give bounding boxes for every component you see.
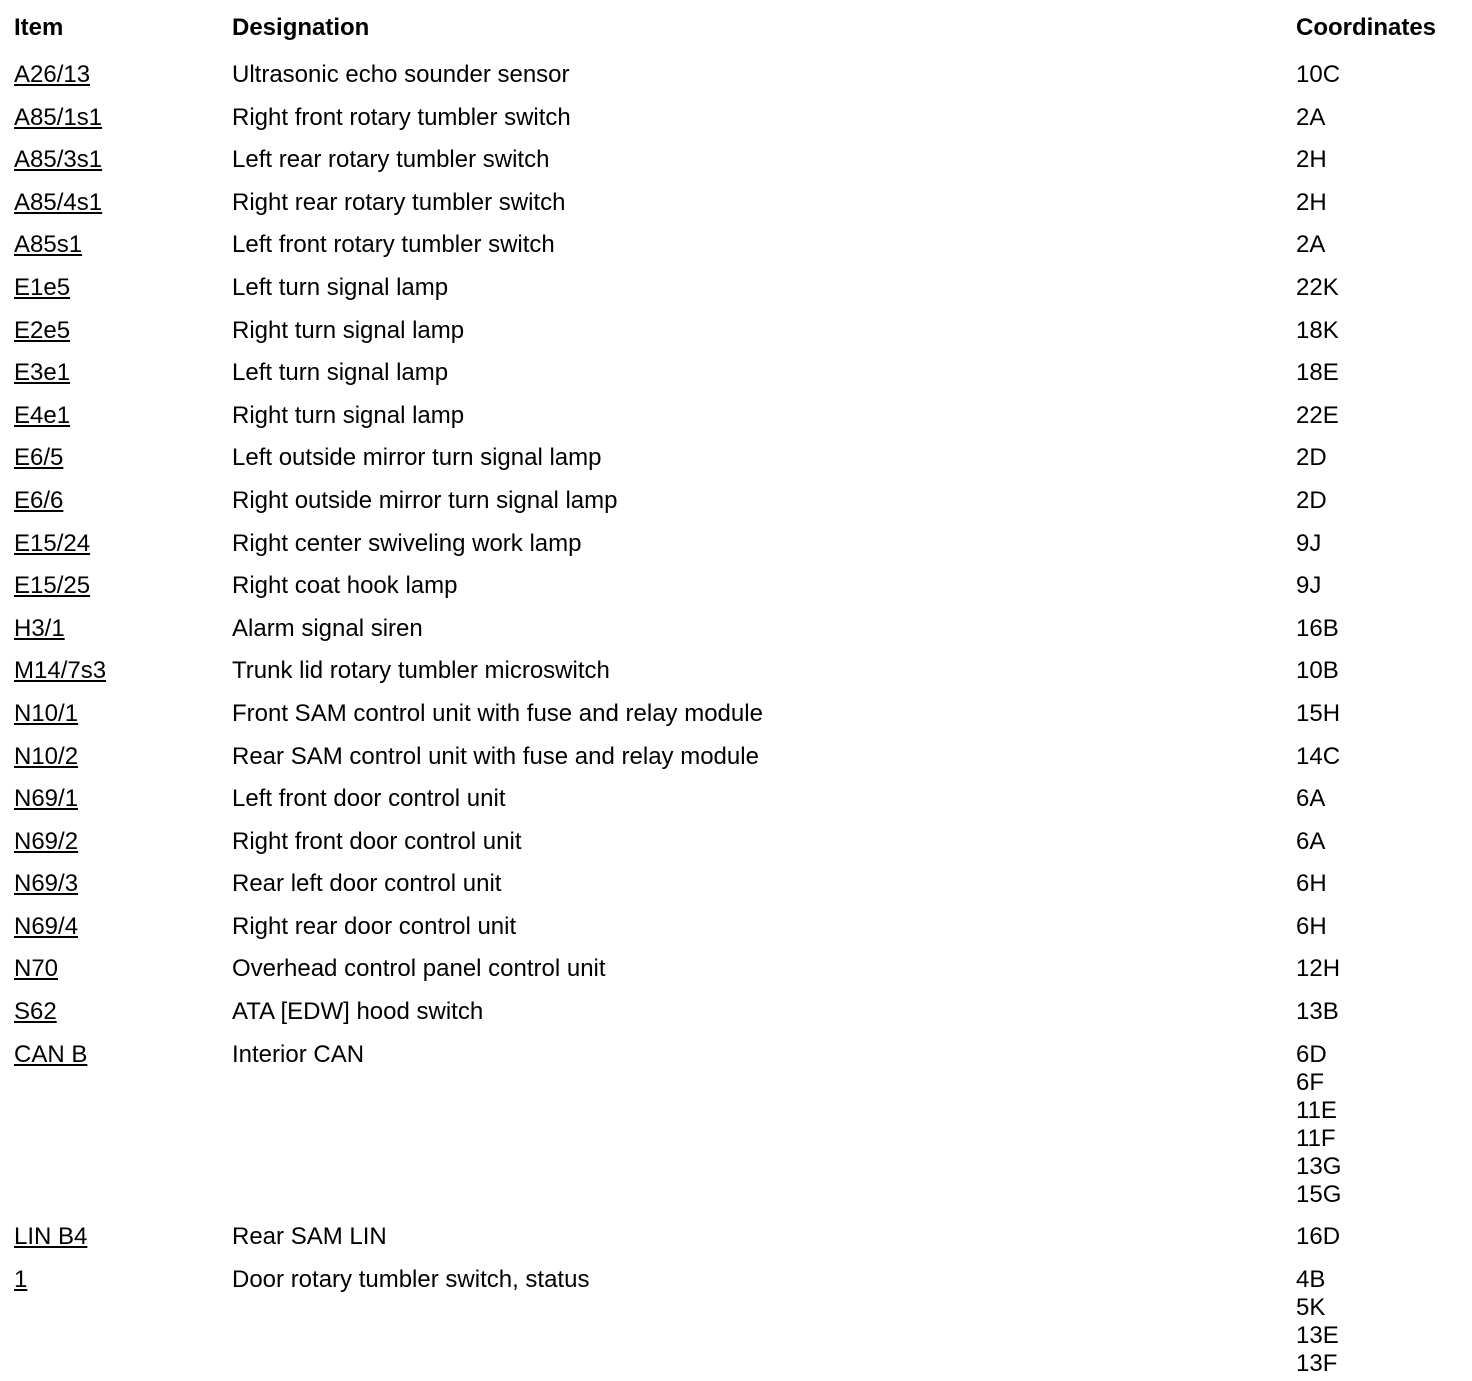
- coordinates-cell: [1296, 146, 1327, 174]
- coordinates-cell: [1296, 274, 1339, 302]
- coordinate-value: 11F: [1296, 1124, 1336, 1152]
- coordinate-value: 22E: [1296, 401, 1339, 429]
- table-row: [0, 306, 1472, 349]
- table-row: [0, 1030, 1472, 1213]
- designation-text: Left outside mirror turn signal lamp: [232, 444, 602, 472]
- coordinate-value: 18E: [1296, 359, 1339, 387]
- coordinate-value: 5K: [1296, 1293, 1326, 1321]
- item-link[interactable]: 1: [14, 1265, 28, 1293]
- table-row: [0, 859, 1472, 902]
- table-row: [0, 519, 1472, 562]
- coordinate-value: 6D: [1296, 1040, 1327, 1068]
- coordinate-value: 13F: [1296, 1349, 1338, 1377]
- designation-text: Ultrasonic echo sounder sensor: [232, 61, 570, 88]
- coordinates-cell: [1296, 615, 1339, 643]
- coordinates-cell: [1296, 743, 1340, 771]
- designation-text: Left front rotary tumbler switch: [232, 231, 555, 259]
- designation-text: Right turn signal lamp: [232, 316, 465, 344]
- coordinates-cell: [1296, 231, 1325, 259]
- designation-text: Right turn signal lamp: [232, 401, 465, 429]
- designation-text: Right center swiveling work lamp: [232, 529, 582, 557]
- designation-text: Right front door control unit: [232, 827, 522, 855]
- coordinates-cell: [1296, 189, 1327, 217]
- coordinates-cell: [1296, 104, 1325, 132]
- item-link[interactable]: LIN B4: [14, 1223, 88, 1251]
- coordinate-value: 14C: [1296, 742, 1341, 770]
- item-link[interactable]: E15/24: [14, 529, 91, 557]
- item-link[interactable]: E4e1: [14, 401, 71, 429]
- coordinate-value: 15H: [1296, 699, 1341, 727]
- designation-text: Overhead control panel control unit: [232, 955, 606, 983]
- coordinates-cell: [1296, 828, 1325, 856]
- coordinate-value: 13E: [1296, 1321, 1339, 1349]
- coordinate-value: 22K: [1296, 273, 1339, 301]
- coordinate-value: 12H: [1296, 955, 1341, 983]
- table-body: [0, 50, 1472, 1381]
- item-link[interactable]: A85s1: [14, 231, 83, 259]
- item-link[interactable]: E3e1: [14, 359, 71, 387]
- designation-text: Alarm signal siren: [232, 614, 423, 642]
- table-row: [0, 689, 1472, 732]
- table-header: [0, 0, 1472, 50]
- item-link[interactable]: A26/13: [14, 61, 91, 88]
- designation-text: Right coat hook lamp: [232, 572, 458, 600]
- coordinate-value: 2H: [1296, 188, 1327, 216]
- coordinate-value: 6A: [1296, 827, 1326, 855]
- coordinates-cell: [1296, 870, 1327, 898]
- item-link[interactable]: N69/1: [14, 785, 79, 813]
- coordinates-cell: [1296, 1041, 1341, 1209]
- coordinate-value: 6F: [1296, 1068, 1325, 1096]
- table-row: [0, 433, 1472, 476]
- coordinates-cell: [1296, 700, 1340, 728]
- coordinate-value: 2A: [1296, 103, 1326, 131]
- designation-text: Left turn signal lamp: [232, 359, 449, 387]
- designation-text: Interior CAN: [232, 1040, 365, 1068]
- designation-text: Right outside mirror turn signal lamp: [232, 486, 618, 514]
- table-row: [0, 987, 1472, 1030]
- designation-text: Trunk lid rotary tumbler microswitch: [232, 657, 610, 685]
- table-row: [0, 902, 1472, 945]
- coordinate-value: 2A: [1296, 231, 1326, 259]
- coordinate-value: 15G: [1296, 1180, 1342, 1208]
- coordinate-value: 13B: [1296, 998, 1339, 1026]
- table-row: [0, 263, 1472, 306]
- coordinate-value: 11E: [1296, 1096, 1337, 1124]
- item-link[interactable]: E1e5: [14, 273, 71, 301]
- table-row: [0, 774, 1472, 817]
- table-row: [0, 561, 1472, 604]
- item-link[interactable]: N69/2: [14, 827, 79, 855]
- coordinates-cell: [1296, 402, 1339, 430]
- designation-text: Right rear door control unit: [232, 912, 517, 940]
- designation-text: Left front door control unit: [232, 785, 506, 813]
- coordinate-value: 6H: [1296, 912, 1327, 940]
- coordinate-value: 18K: [1296, 316, 1339, 344]
- coordinates-cell: [1296, 487, 1327, 515]
- coordinate-value: 9J: [1296, 529, 1322, 557]
- item-link[interactable]: CAN B: [14, 1040, 88, 1068]
- coordinate-value: 2D: [1296, 486, 1327, 514]
- table-row: [0, 93, 1472, 136]
- designation-text: Front SAM control unit with fuse and relay module: [232, 699, 763, 727]
- coordinates-cell: [1296, 444, 1327, 472]
- coordinates-cell: [1296, 657, 1339, 685]
- item-link[interactable]: E15/25: [14, 572, 91, 600]
- coordinate-value: 13G: [1296, 1152, 1342, 1180]
- designation-text: Left turn signal lamp: [232, 273, 449, 301]
- coordinates-cell: [1296, 998, 1339, 1026]
- item-link[interactable]: N10/1: [14, 699, 79, 727]
- coordinate-value: 10B: [1296, 657, 1339, 685]
- table-row: [0, 391, 1472, 434]
- coordinates-cell: [1296, 1223, 1340, 1251]
- designation-text: Rear left door control unit: [232, 870, 502, 898]
- header-coordinates: Coordinates: [1296, 14, 1437, 41]
- table-row: [0, 50, 1472, 93]
- item-link[interactable]: E6/6: [14, 486, 64, 514]
- coordinate-value: 10C: [1296, 61, 1341, 88]
- table-row: [0, 817, 1472, 860]
- coordinates-cell: [1296, 1266, 1339, 1378]
- coordinate-value: 2D: [1296, 444, 1327, 472]
- item-link[interactable]: S62: [14, 998, 57, 1026]
- coordinate-value: 6H: [1296, 870, 1327, 898]
- table-row: [0, 1255, 1472, 1381]
- coordinate-value: 2H: [1296, 146, 1327, 174]
- designation-text: Left rear rotary tumbler switch: [232, 146, 550, 174]
- coordinate-value: 16D: [1296, 1223, 1341, 1251]
- table-row: [0, 1212, 1472, 1255]
- item-link[interactable]: N69/4: [14, 912, 79, 940]
- designation-text: Right rear rotary tumbler switch: [232, 188, 566, 216]
- item-link[interactable]: E6/5: [14, 444, 64, 472]
- designation-text: ATA [EDW] hood switch: [232, 998, 484, 1026]
- item-link[interactable]: N70: [14, 955, 59, 983]
- header-item: Item: [14, 14, 64, 41]
- table-row: [0, 944, 1472, 987]
- coordinates-cell: [1296, 572, 1321, 600]
- coordinates-cell: [1296, 785, 1325, 813]
- item-link[interactable]: H3/1: [14, 614, 65, 642]
- table-row: [0, 348, 1472, 391]
- designation-text: Rear SAM LIN: [232, 1223, 387, 1251]
- item-link[interactable]: E2e5: [14, 316, 71, 344]
- coordinate-value: 6A: [1296, 785, 1326, 813]
- coordinate-value: 16B: [1296, 614, 1339, 642]
- coordinate-value: 9J: [1296, 572, 1322, 600]
- table-row: [0, 646, 1472, 689]
- table-row: [0, 732, 1472, 775]
- item-link[interactable]: N10/2: [14, 742, 79, 770]
- coordinates-cell: [1296, 61, 1340, 89]
- item-link[interactable]: M14/7s3: [14, 657, 107, 685]
- table-row: [0, 604, 1472, 647]
- designation-text: Right front rotary tumbler switch: [232, 103, 571, 131]
- coordinates-cell: [1296, 913, 1327, 941]
- item-link[interactable]: A85/3s1: [14, 146, 103, 174]
- header-designation: Designation: [232, 14, 370, 41]
- coordinates-cell: [1296, 530, 1321, 558]
- table-row: [0, 178, 1472, 221]
- coordinate-value: 4B: [1296, 1265, 1326, 1293]
- designation-text: Rear SAM control unit with fuse and relay module: [232, 742, 759, 770]
- coordinates-cell: [1296, 317, 1339, 345]
- item-link[interactable]: A85/1s1: [14, 103, 103, 131]
- designation-text: Door rotary tumbler switch, status: [232, 1265, 590, 1293]
- table-row: [0, 220, 1472, 263]
- table-row: [0, 476, 1472, 519]
- coordinates-cell: [1296, 955, 1340, 983]
- item-link[interactable]: A85/4s1: [14, 188, 103, 216]
- table-row: [0, 135, 1472, 178]
- coordinates-cell: [1296, 359, 1339, 387]
- item-link[interactable]: N69/3: [14, 870, 79, 898]
